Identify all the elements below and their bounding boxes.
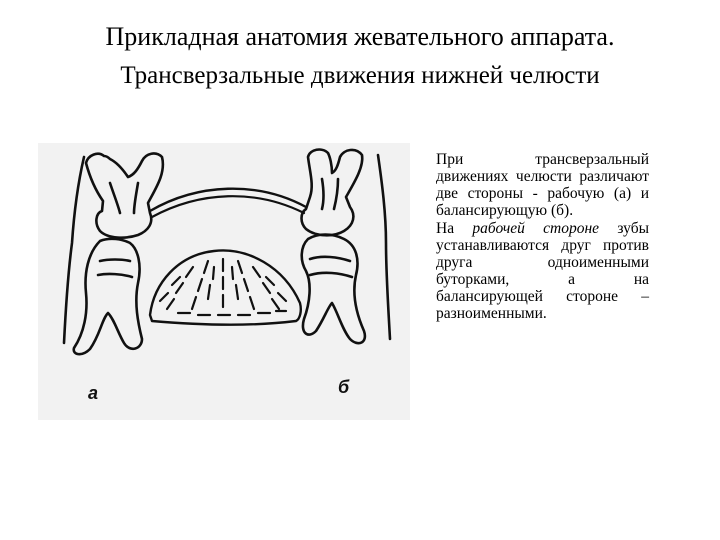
paragraph-2-start: На (436, 220, 473, 237)
paragraph-2-end: зубы устанавливаются друг против друга одноименными буторками, а на балансирующей стороне – разноименными. (436, 220, 650, 322)
paragraph-2-emphasis: рабочей стороне (472, 220, 600, 237)
slide-subtitle: Трансверзальные движения нижней челюсти (120, 62, 600, 89)
paragraph-1: При трансверзальный движениях челюсти различают две стороны - рабочую (а) и балансирующую (б). (436, 151, 649, 219)
description-text (436, 151, 649, 322)
label-b: б (338, 377, 350, 397)
slide-title: Прикладная анатомия жевательного аппарата. (105, 22, 615, 51)
paragraph-2 (436, 220, 649, 322)
jaw-diagram (38, 143, 410, 420)
label-a: а (88, 383, 99, 403)
